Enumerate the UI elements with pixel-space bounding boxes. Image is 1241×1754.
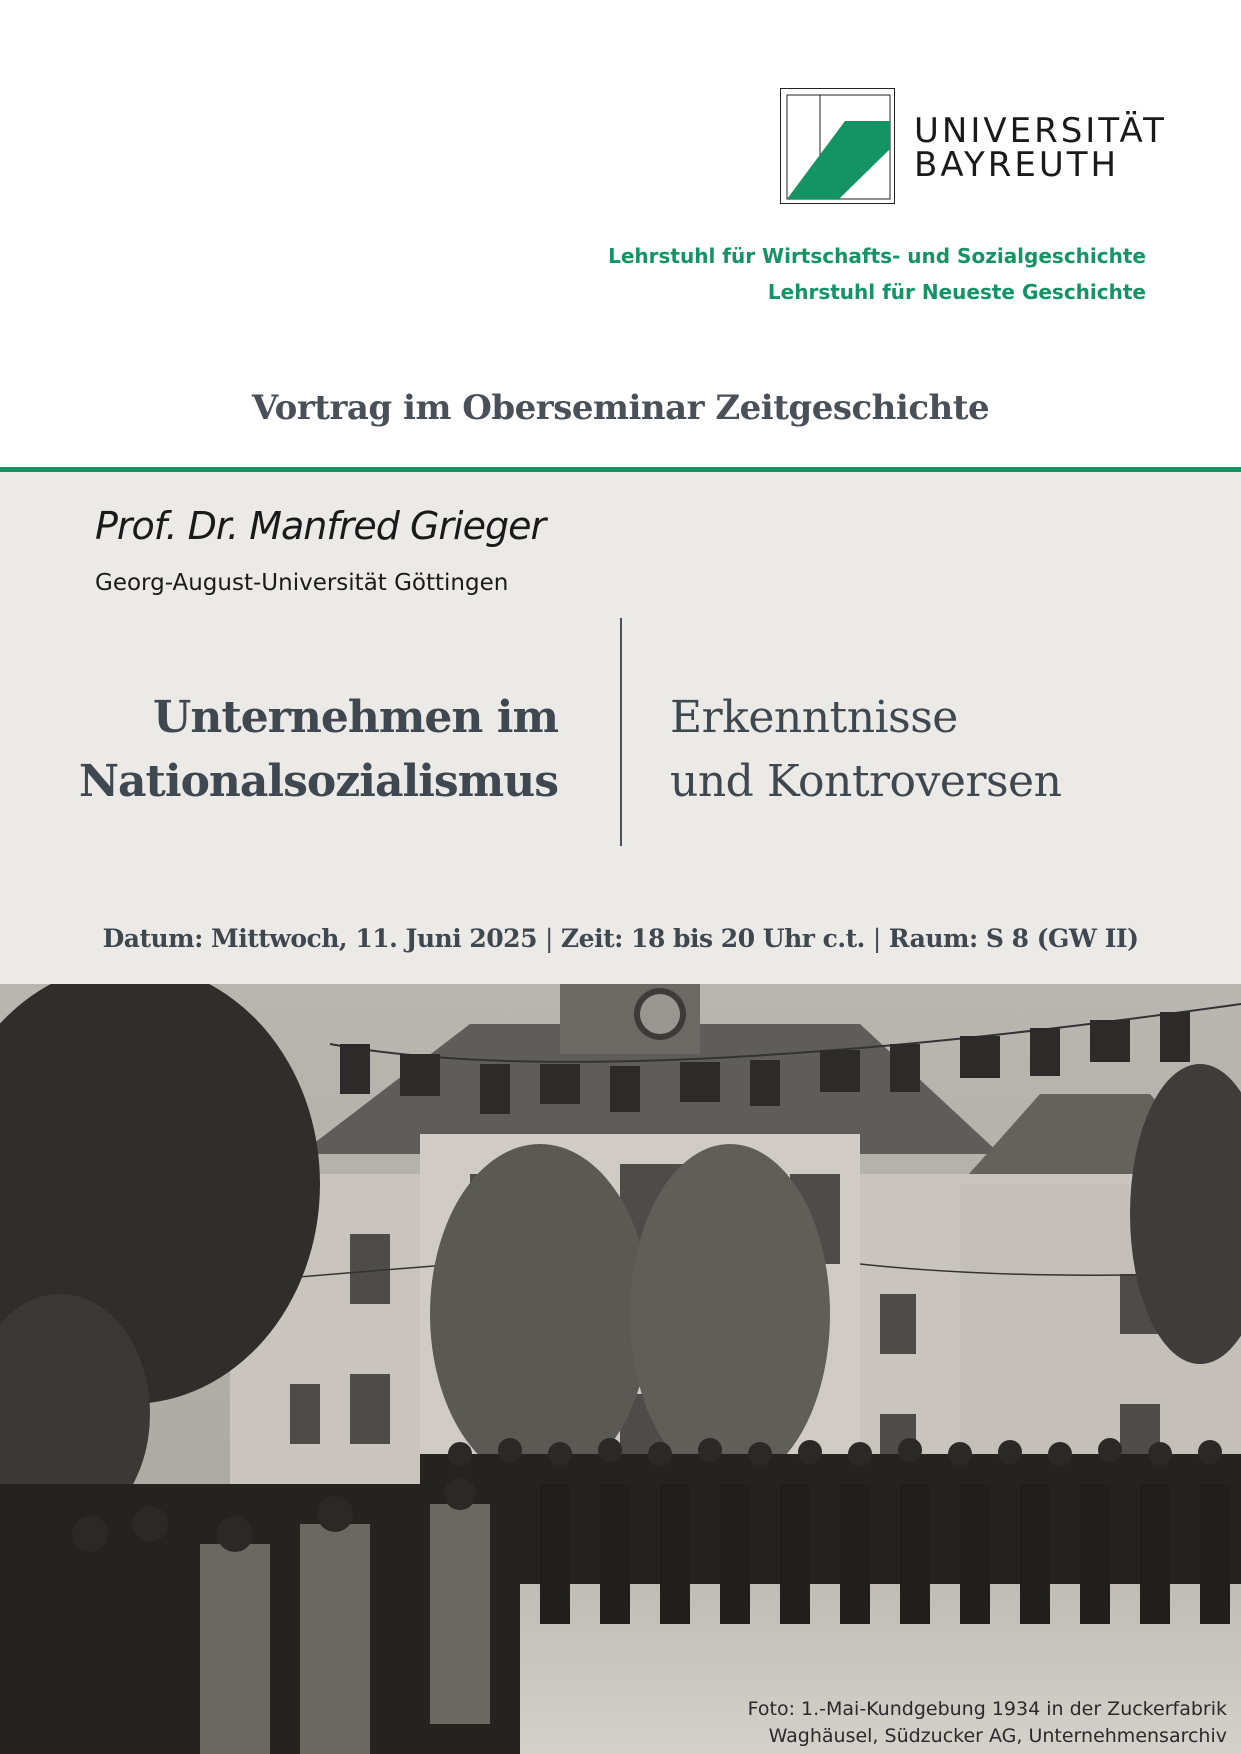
event-time: Zeit: 18 bis 20 Uhr c.t. xyxy=(560,924,865,953)
university-name-line1: UNIVERSITÄT xyxy=(914,111,1167,151)
event-room: Raum: S 8 (GW II) xyxy=(888,924,1139,953)
university-logo-icon xyxy=(781,89,896,205)
title-divider xyxy=(620,618,622,846)
university-name xyxy=(914,111,1167,185)
event-details xyxy=(0,924,1241,953)
university-name-line2: BAYREUTH xyxy=(914,145,1120,185)
chair-economic-social-history: Lehrstuhl für Wirtschafts- und Sozialgeschichte xyxy=(608,244,1146,268)
photo-illustration xyxy=(0,984,1241,1754)
talk-subtitle-line2: und Kontroversen xyxy=(670,756,1062,807)
historical-photo xyxy=(0,984,1241,1754)
talk-title-line2: Nationalsozialismus xyxy=(78,756,558,807)
tree-center-left xyxy=(430,1144,650,1484)
chair-modern-history: Lehrstuhl für Neueste Geschichte xyxy=(767,280,1146,304)
speaker-name: Prof. Dr. Manfred Grieger xyxy=(95,504,546,548)
details-separator: | xyxy=(544,924,553,953)
photo-caption-line1: Foto: 1.-Mai-Kundgebung 1934 in der Zuckerfabrik xyxy=(747,1698,1227,1720)
university-logo xyxy=(780,88,895,204)
talk-subtitle-line1: Erkenntnisse xyxy=(670,692,958,743)
talk-title xyxy=(0,686,558,814)
photo-caption xyxy=(748,1696,1227,1750)
photo-caption-line2: Waghäusel, Südzucker AG, Unternehmensarchiv xyxy=(768,1725,1227,1747)
talk-subtitle xyxy=(670,686,1190,814)
event-date: Datum: Mittwoch, 11. Juni 2025 xyxy=(102,924,537,953)
speaker-affiliation: Georg-August-Universität Göttingen xyxy=(95,570,509,596)
details-separator: | xyxy=(872,924,881,953)
series-title: Vortrag im Oberseminar Zeitgeschichte xyxy=(251,388,990,428)
tree-center-right xyxy=(630,1144,830,1484)
talk-title-line1: Unternehmen im xyxy=(153,692,558,743)
